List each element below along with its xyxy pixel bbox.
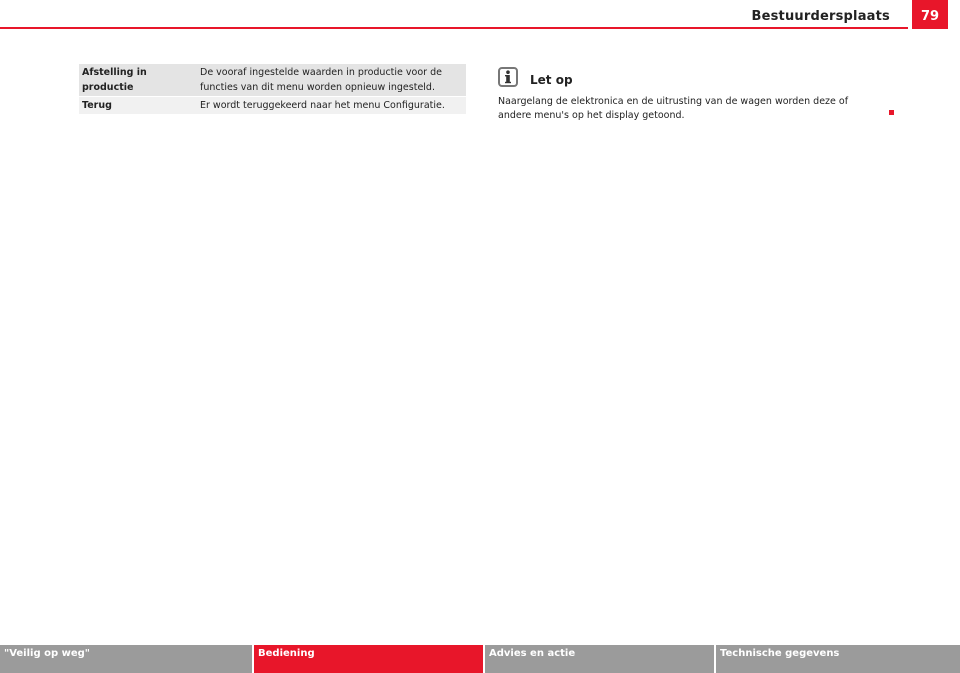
note-text: Naargelang de elektronica en de uitrusting van de wagen worden deze of andere menu's op het display getoond. [498, 96, 849, 121]
page-title: Bestuurdersplaats [751, 9, 890, 24]
info-icon [498, 67, 518, 87]
footer-tab-advies-en-actie[interactable]: Advies en actie [485, 645, 716, 673]
row-description: De vooraf ingestelde waarden in productie voor de functies van dit menu worden opnieuw ingesteld. [197, 64, 466, 97]
section-end-marker [889, 110, 894, 115]
note-box [498, 64, 893, 123]
header-rule [0, 27, 908, 29]
footer-nav [0, 645, 960, 673]
row-label: Terug [79, 97, 197, 115]
row-description: Er wordt teruggekeerd naar het menu Configuratie. [197, 97, 466, 115]
settings-table [79, 64, 466, 114]
page-number: 79 [912, 0, 948, 29]
footer-tab-veilig-op-weg[interactable]: "Veilig op weg" [0, 645, 254, 673]
note-header [498, 64, 893, 90]
footer-tab-technische-gegevens[interactable]: Technische gegevens [716, 645, 960, 673]
note-title: Let op [530, 73, 573, 87]
footer-tab-bediening[interactable]: Bediening [254, 645, 485, 673]
row-label: Afstelling in productie [79, 64, 197, 97]
table-row [79, 64, 466, 97]
table-row [79, 97, 466, 115]
